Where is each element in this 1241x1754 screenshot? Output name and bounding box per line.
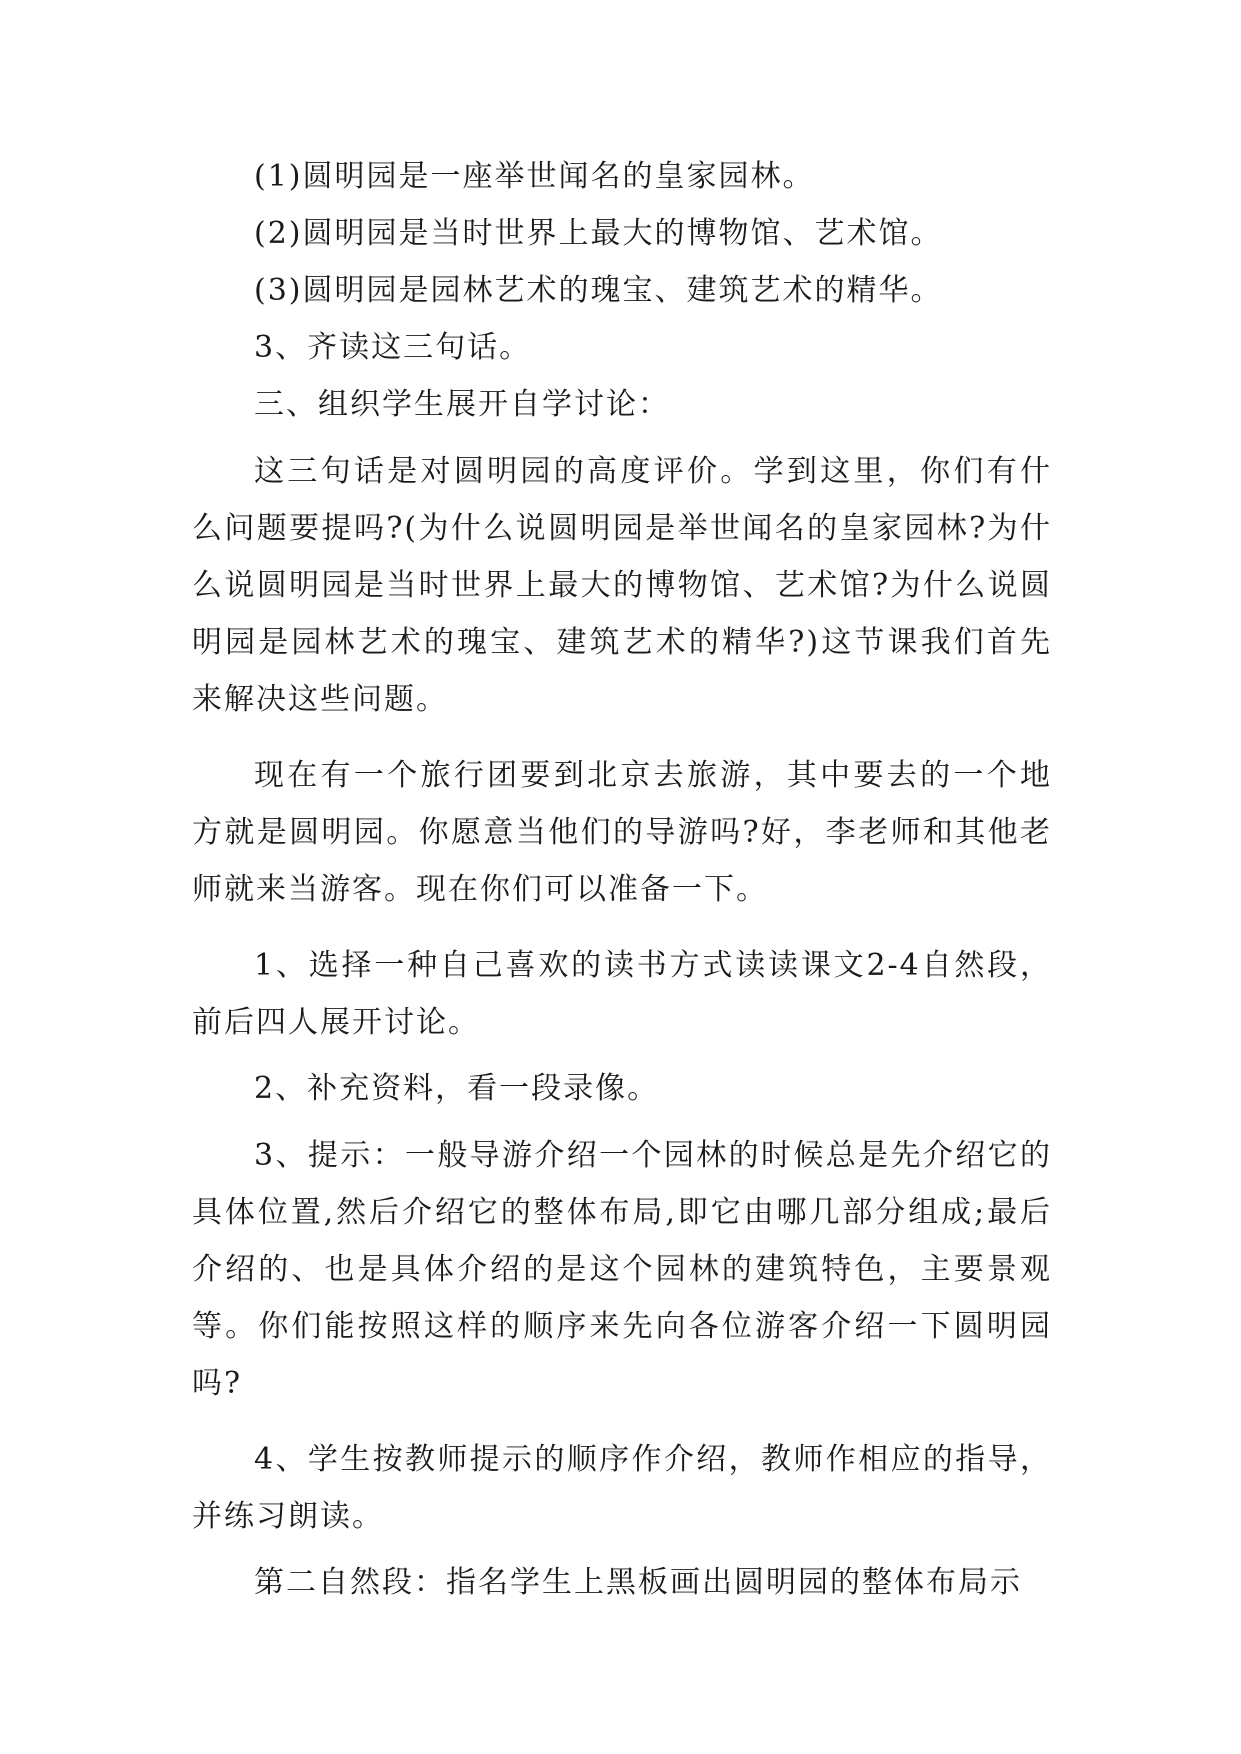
paragraph: 3、提示：一般导游介绍一个园林的时候总是先介绍它的具体位置,然后介绍它的整体布局,即它由哪几部分组成;最后介绍的、也是具体介绍的是这个园林的建筑特色，主要景观等。你们能按照这样的顺序来先向各位游客介绍一下圆明园吗? (192, 1138, 1052, 1401)
paragraph: 这三句话是对圆明园的高度评价。学到这里，你们有什么问题要提吗?(为什么说圆明园是举世闻名的皇家园林?为什么说圆明园是当时世界上最大的博物馆、艺术馆?为什么说圆明园是园林艺术的瑰宝、建筑艺术的精华?)这节课我们首先来解决这些问题。 (192, 454, 1052, 717)
document-body (192, 158, 1052, 1621)
paragraph: 3、齐读这三句话。 (254, 330, 532, 365)
paragraph: (2)圆明园是当时世界上最大的博物馆、艺术馆。 (254, 216, 943, 251)
paragraph: 三、组织学生展开自学讨论： (254, 387, 670, 422)
paragraph: 4、学生按教师提示的顺序作介绍，教师作相应的指导，并练习朗读。 (192, 1442, 1052, 1534)
paragraph: 1、选择一种自己喜欢的读书方式读读课文2-4自然段，前后四人展开讨论。 (192, 948, 1052, 1040)
paragraph: 第二自然段：指名学生上黑板画出圆明园的整体布局示 (254, 1565, 1022, 1600)
paragraph: (3)圆明园是园林艺术的瑰宝、建筑艺术的精华。 (254, 273, 943, 308)
paragraph: 现在有一个旅行团要到北京去旅游，其中要去的一个地方就是圆明园。你愿意当他们的导游吗?好，李老师和其他老师就来当游客。现在你们可以准备一下。 (192, 758, 1052, 907)
paragraph: (1)圆明园是一座举世闻名的皇家园林。 (254, 159, 815, 194)
paragraph: 2、补充资料，看一段录像。 (254, 1071, 660, 1106)
